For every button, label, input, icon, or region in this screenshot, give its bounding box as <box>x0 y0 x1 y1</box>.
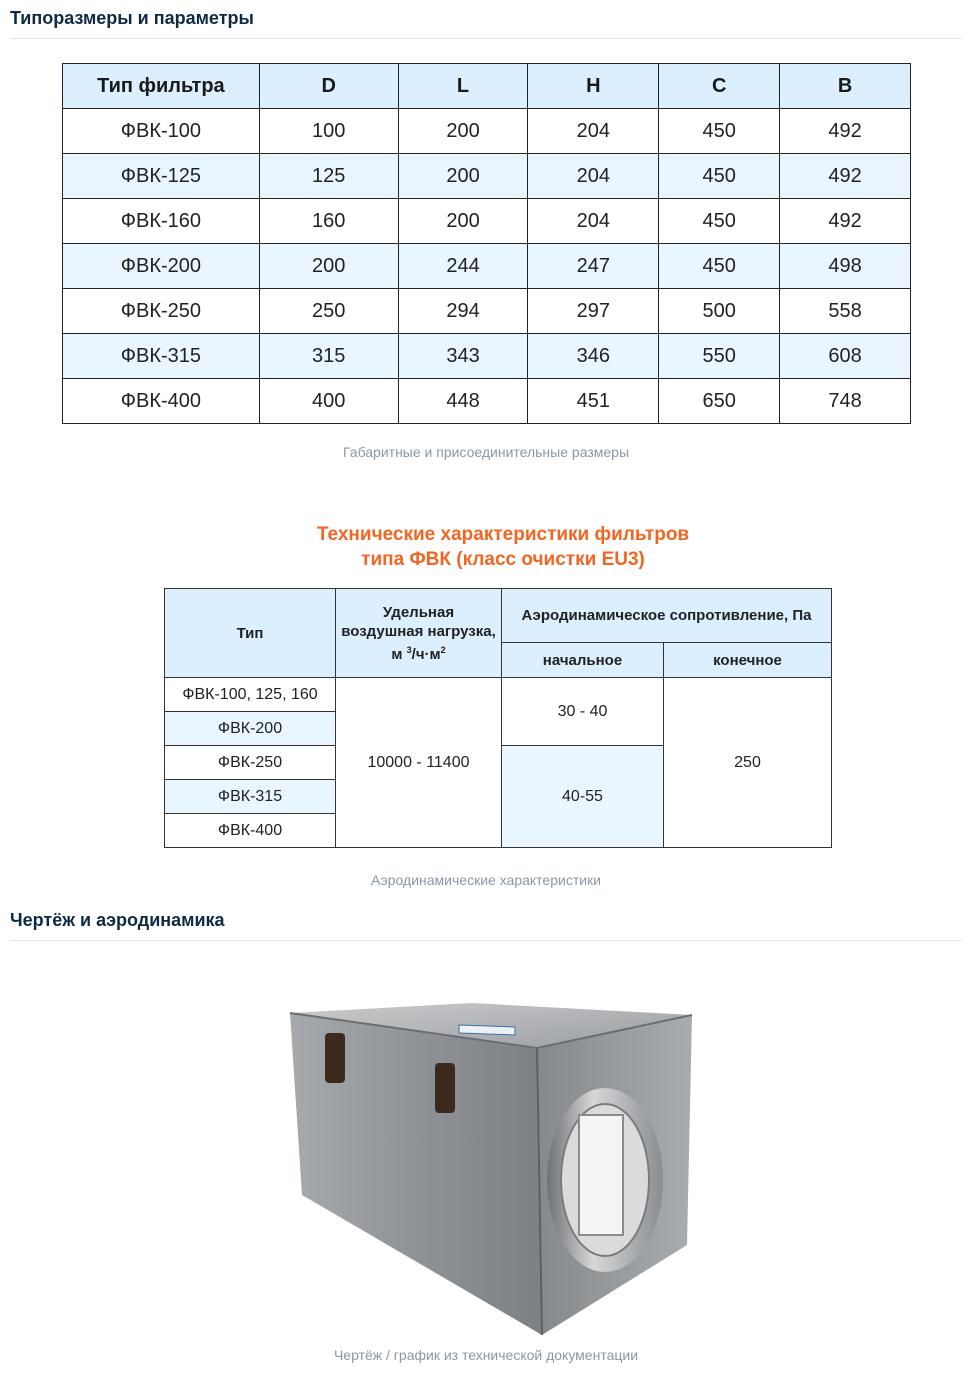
col-header-final: конечное <box>664 643 832 678</box>
aero-table-caption: Аэродинамические характеристики <box>370 872 601 888</box>
cell-h: 451 <box>528 379 659 424</box>
cell-b: 492 <box>780 109 911 154</box>
table-row <box>63 109 911 154</box>
cell-type: ФВК-200 <box>63 244 260 289</box>
cell-load: 10000 - 11400 <box>336 678 502 848</box>
col-header-d: D <box>259 64 398 109</box>
table-row <box>63 334 911 379</box>
aero-table <box>164 588 832 848</box>
table-row <box>63 289 911 334</box>
cell-d: 100 <box>259 109 398 154</box>
latch-clasp-2 <box>435 1063 455 1113</box>
cell-c: 450 <box>659 199 780 244</box>
load-header-mid: /ч·м <box>411 645 441 663</box>
cell-type: ФВК-250 <box>165 746 336 780</box>
sizes-table <box>62 63 911 424</box>
product-label <box>459 1025 515 1035</box>
col-header-resistance: Аэродинамическое сопротивление, Па <box>502 589 832 643</box>
cell-type: ФВК-250 <box>63 289 260 334</box>
section-divider <box>10 38 962 39</box>
cell-type: ФВК-400 <box>63 379 260 424</box>
cell-l: 200 <box>398 109 528 154</box>
table-row <box>63 379 911 424</box>
cell-d: 200 <box>259 244 398 289</box>
cell-h: 247 <box>528 244 659 289</box>
cell-final: 250 <box>664 678 832 848</box>
cell-type: ФВК-100 <box>63 109 260 154</box>
cell-d: 125 <box>259 154 398 199</box>
cell-type: ФВК-315 <box>63 334 260 379</box>
cell-type: ФВК-160 <box>63 199 260 244</box>
table-row <box>165 678 832 712</box>
section-title-drawing: Чертёж и аэродинамика <box>10 910 225 930</box>
load-header-sup1: 3 <box>406 644 412 655</box>
cell-c: 650 <box>659 379 780 424</box>
cell-initial: 30 - 40 <box>502 678 664 746</box>
cell-type: ФВК-100, 125, 160 <box>165 678 336 712</box>
col-header-h: H <box>528 64 659 109</box>
cell-l: 200 <box>398 154 528 199</box>
cell-c: 450 <box>659 244 780 289</box>
cell-b: 608 <box>780 334 911 379</box>
cell-initial: 40-55 <box>502 746 664 848</box>
cell-c: 500 <box>659 289 780 334</box>
col-header-initial: начальное <box>502 643 664 678</box>
col-header-type: Тип фильтра <box>63 64 260 109</box>
cell-c: 450 <box>659 109 780 154</box>
cell-d: 315 <box>259 334 398 379</box>
cell-h: 297 <box>528 289 659 334</box>
cell-l: 200 <box>398 199 528 244</box>
cell-type: ФВК-315 <box>165 780 336 814</box>
table-row <box>63 154 911 199</box>
cell-h: 204 <box>528 199 659 244</box>
section-title-sizes: Типоразмеры и параметры <box>10 8 254 28</box>
filter-insert <box>579 1115 623 1235</box>
cell-h: 346 <box>528 334 659 379</box>
cell-c: 550 <box>659 334 780 379</box>
table-header-row <box>165 589 832 643</box>
table-row <box>63 244 911 289</box>
tech-specs-title-line1: Технические характеристики фильтров <box>316 524 690 545</box>
cell-l: 244 <box>398 244 528 289</box>
latch-clasp-1 <box>325 1033 345 1083</box>
filter-box-image <box>287 995 707 1335</box>
cell-b: 492 <box>780 199 911 244</box>
cell-c: 450 <box>659 154 780 199</box>
cell-h: 204 <box>528 154 659 199</box>
load-header-text: Удельная воздушная нагрузка, м <box>341 603 496 663</box>
cell-b: 748 <box>780 379 911 424</box>
col-header-b: B <box>780 64 911 109</box>
tech-specs-title-line2: типа ФВК (класс очистки EU3) <box>361 549 645 570</box>
col-header-c: C <box>659 64 780 109</box>
cell-b: 492 <box>780 154 911 199</box>
tech-specs-title <box>0 522 972 572</box>
cell-type: ФВК-400 <box>165 814 336 848</box>
section-divider <box>10 940 962 941</box>
cell-b: 558 <box>780 289 911 334</box>
load-header-sup2: 2 <box>440 644 446 655</box>
sizes-table-caption: Габаритные и присоединительные размеры <box>342 444 629 460</box>
cell-h: 204 <box>528 109 659 154</box>
cell-l: 448 <box>398 379 528 424</box>
cell-d: 400 <box>259 379 398 424</box>
cell-l: 294 <box>398 289 528 334</box>
cell-d: 250 <box>259 289 398 334</box>
cell-d: 160 <box>259 199 398 244</box>
col-header-type: Тип <box>165 589 336 678</box>
cell-type: ФВК-125 <box>63 154 260 199</box>
cell-b: 498 <box>780 244 911 289</box>
col-header-l: L <box>398 64 528 109</box>
cell-l: 343 <box>398 334 528 379</box>
cell-type: ФВК-200 <box>165 712 336 746</box>
table-header-row <box>63 64 911 109</box>
col-header-load <box>336 589 502 678</box>
table-row <box>63 199 911 244</box>
figure-caption: Чертёж / график из технической документации <box>333 1347 639 1363</box>
